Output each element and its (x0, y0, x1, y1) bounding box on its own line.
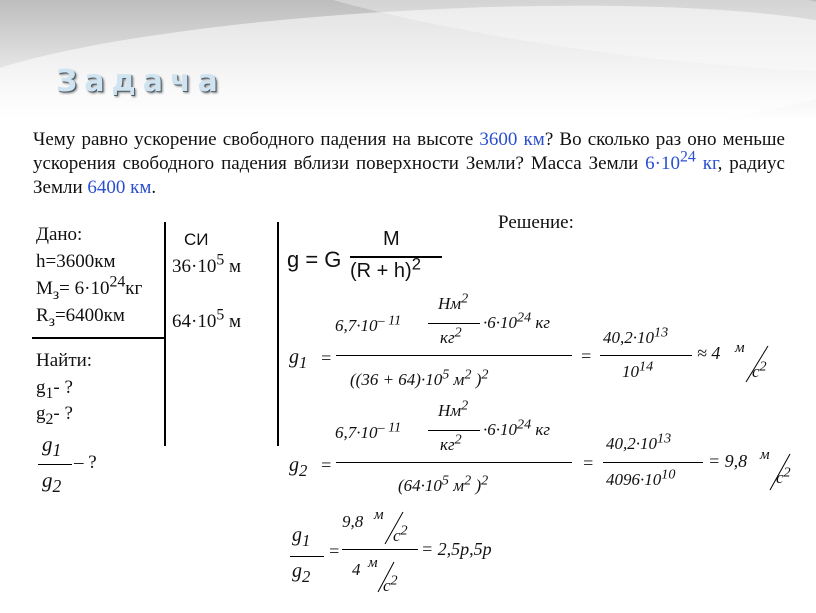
eq2-denominator (398, 472, 489, 496)
eq2-equals: = (320, 455, 333, 475)
eq1-unit-num (438, 290, 469, 314)
ratio-top-c-exponent: 2 (400, 522, 408, 539)
eq1-approx: ≈ 4 (697, 343, 721, 363)
radius-symbol: R (36, 305, 49, 326)
ratio-fraction-line (342, 549, 418, 550)
eq1-unit-c-base: с (752, 362, 760, 381)
si-radius (172, 306, 242, 333)
eq1-unit-den-exponent: 2 (454, 324, 462, 341)
eq2-den-close-exponent: 2 (481, 472, 489, 489)
eq2-den-base: (64·10 (398, 476, 442, 495)
find-g1-question: - ? (53, 377, 73, 398)
formula-fraction-line (350, 256, 442, 258)
eq2-equals-2: = (582, 453, 595, 473)
eq1-den-close: ) (471, 370, 482, 389)
eq2-result-line (603, 462, 703, 463)
eq1-unit-den (440, 324, 462, 348)
eq2-unit-c (776, 464, 791, 488)
ratio-bottom-c-base: с (383, 576, 391, 595)
given-find-divider (32, 337, 164, 339)
ratio-g2-symbol: g (292, 560, 302, 582)
eq1-num-b-base: ·6·10 (483, 313, 517, 332)
given-label: Дано: (36, 224, 83, 245)
ratio-bottom-value: 4 (352, 560, 361, 579)
mass-given-value: = 6·10 (59, 278, 110, 299)
si-height-base: 36·10 (172, 256, 217, 277)
find-ratio-num-symbol: g (42, 432, 53, 456)
eq1-num-a-exponent: – 11 (377, 312, 402, 329)
find-g1-symbol: g (36, 377, 46, 398)
find-label: Найти: (36, 350, 93, 371)
eq2-num-a-base: 6,7·10 (335, 423, 378, 442)
eq1-unit-m: м (735, 340, 745, 356)
problem-part-3: , радиус Земли (33, 153, 785, 198)
find-g2 (36, 403, 73, 428)
ratio-top-m: м (374, 507, 384, 523)
si-height-exponent: 5 (216, 251, 225, 269)
eq1-fraction-line (336, 355, 572, 356)
mass-base: 6·10 (645, 153, 680, 174)
formula-den-base: (R + h) (350, 260, 412, 282)
eq1-lhs (289, 346, 308, 372)
eq1-num-b (483, 309, 550, 333)
eq2-unit-num-base: Нм (438, 401, 462, 420)
problem-text (33, 128, 785, 200)
find-g2-question: - ? (53, 403, 73, 424)
find-g2-symbol: g (36, 403, 46, 424)
given-height: h=3600км (36, 251, 116, 272)
eq2-unit-c-base: с (776, 468, 784, 487)
eq2-den-close: ) (471, 476, 482, 495)
eq2-unit-den-exponent: 2 (454, 431, 462, 448)
header-band (0, 0, 816, 120)
slide-title: Задача (56, 64, 225, 99)
eq1-den-base: ((36 + 64)·10 (350, 370, 443, 389)
si-radius-unit: м (224, 311, 242, 332)
si-radius-base: 64·10 (172, 311, 217, 332)
mass-symbol: M (36, 278, 53, 299)
find-ratio-den-symbol: g (42, 468, 53, 492)
eq2-result-num (606, 430, 672, 454)
eq2-approx: = 9,8 (708, 451, 748, 471)
eq1-num-b-exponent: 24 (517, 309, 532, 326)
find-g1-subscript: 1 (45, 384, 54, 402)
height-value: 3600 км (479, 129, 545, 150)
ratio-bottom-c (383, 572, 398, 596)
eq1-num-a-base: 6,7·10 (335, 316, 378, 335)
find-g2-subscript: 2 (45, 410, 54, 428)
eq2-unit-den (440, 431, 462, 455)
si-height-unit: м (224, 256, 242, 277)
mass-subscript: з (52, 285, 60, 303)
si-solution-divider (277, 222, 279, 446)
eq1-result-num (603, 324, 669, 348)
eq2-unit-num (438, 397, 469, 421)
radius-value: 6400 км (87, 177, 152, 198)
mass-given-unit: кг (125, 278, 143, 299)
eq1-den-close-exponent: 2 (481, 366, 489, 383)
eq2-num-a (335, 419, 402, 443)
eq1-equals: = (320, 348, 333, 368)
eq2-lhs-subscript: 2 (299, 461, 308, 480)
ratio-top-c (393, 522, 408, 546)
problem-part-4: . (151, 177, 157, 198)
eq2-result-den (606, 466, 676, 490)
eq2-result-den-exponent: 10 (661, 466, 676, 483)
given-mass (36, 273, 143, 303)
eq2-den-exponent: 5 (441, 472, 449, 489)
problem-part-1: Чему равно ускорение свободного падения на высоте (33, 129, 480, 150)
eq1-lhs-subscript: 1 (299, 353, 308, 372)
problem-part-2: ? Во сколько раз оно меньше ускорения свободного падения вблизи поверхности Земли? Масса Земли (33, 129, 785, 174)
find-ratio-den (42, 468, 62, 497)
find-ratio-num-subscript: 1 (52, 440, 62, 461)
ratio-result: = 2,5р,5р (421, 539, 492, 559)
eq2-result-num-exponent: 13 (657, 430, 672, 447)
eq1-result-line (600, 355, 692, 356)
ratio-bottom-c-exponent: 2 (390, 572, 398, 589)
ratio-g1-symbol: g (292, 524, 302, 546)
eq2-den-meter-exponent: 2 (464, 472, 472, 489)
eq2-num-b-unit: кг (531, 420, 550, 439)
eq1-result-den (622, 358, 654, 382)
eq2-unit-num-exponent: 2 (461, 397, 469, 414)
eq1-equals-2: = (580, 346, 593, 366)
eq1-num-a (335, 312, 402, 336)
eq2-num-b-exponent: 24 (517, 416, 532, 433)
eq1-denominator (350, 366, 489, 390)
eq1-lhs-symbol: g (289, 346, 299, 368)
ratio-lhs-line (290, 556, 324, 557)
find-ratio-num (42, 432, 62, 461)
eq1-num-b-unit: кг (531, 313, 550, 332)
mass-unit: кг (695, 153, 718, 174)
eq2-num-a-exponent: – 11 (377, 419, 402, 436)
mass-given-exponent: 24 (109, 273, 126, 291)
eq1-result-den-exponent: 14 (639, 358, 654, 375)
eq1-den-meter: м (449, 370, 465, 389)
ratio-g2 (292, 560, 311, 586)
mass-value (645, 148, 718, 174)
eq1-unit-c (752, 358, 767, 382)
ratio-g1-subscript: 1 (302, 531, 311, 550)
eq2-result-num-base: 40,2·10 (606, 434, 657, 453)
eq1-unit-den-base: кг (440, 328, 455, 347)
radius-subscript: з (48, 312, 55, 330)
si-height (172, 251, 242, 278)
formula-den-exponent: 2 (411, 254, 421, 274)
eq2-num-b-base: ·6·10 (483, 420, 517, 439)
given-si-divider (164, 222, 166, 446)
eq2-den-meter: м (449, 476, 465, 495)
eq1-den-exponent: 5 (442, 366, 450, 383)
eq1-result-den-base: 10 (622, 362, 639, 381)
formula-denominator (350, 254, 421, 283)
eq1-unit-c-exponent: 2 (759, 358, 767, 375)
eq1-result-num-exponent: 13 (654, 324, 669, 341)
eq2-num-b (483, 416, 550, 440)
si-radius-exponent: 5 (216, 306, 225, 324)
eq2-unit-c-exponent: 2 (783, 464, 791, 481)
ratio-equals: = (328, 541, 341, 561)
eq2-lhs (289, 454, 308, 480)
find-ratio-line (38, 464, 72, 465)
find-g1 (36, 377, 73, 402)
eq2-lhs-symbol: g (289, 454, 299, 476)
ratio-g1 (292, 524, 311, 550)
ratio-top-value: 9,8 (342, 512, 364, 531)
given-radius (36, 305, 125, 330)
eq2-unit-m: м (760, 447, 770, 463)
eq1-unit-num-base: Нм (438, 294, 462, 313)
mass-exponent: 24 (679, 148, 696, 166)
ratio-top-c-base: с (393, 526, 401, 545)
eq1-unit-num-exponent: 2 (461, 290, 469, 307)
eq2-result-den-base: 4096·10 (606, 470, 662, 489)
find-ratio-den-subscript: 2 (52, 476, 62, 497)
radius-given-value: =6400км (54, 305, 125, 326)
eq2-fraction-line (336, 462, 572, 463)
solution-label: Решение: (498, 212, 574, 233)
eq1-den-meter-exponent: 2 (464, 366, 472, 383)
ratio-bottom-m: м (368, 555, 378, 571)
formula-numerator: M (383, 228, 400, 250)
eq1-result-num-base: 40,2·10 (603, 328, 654, 347)
eq2-unit-den-base: кг (440, 435, 455, 454)
ratio-g2-subscript: 2 (302, 567, 311, 586)
si-label: СИ (184, 230, 209, 249)
find-ratio-question: – ? (74, 452, 97, 473)
formula-lhs: g = G (287, 247, 342, 272)
